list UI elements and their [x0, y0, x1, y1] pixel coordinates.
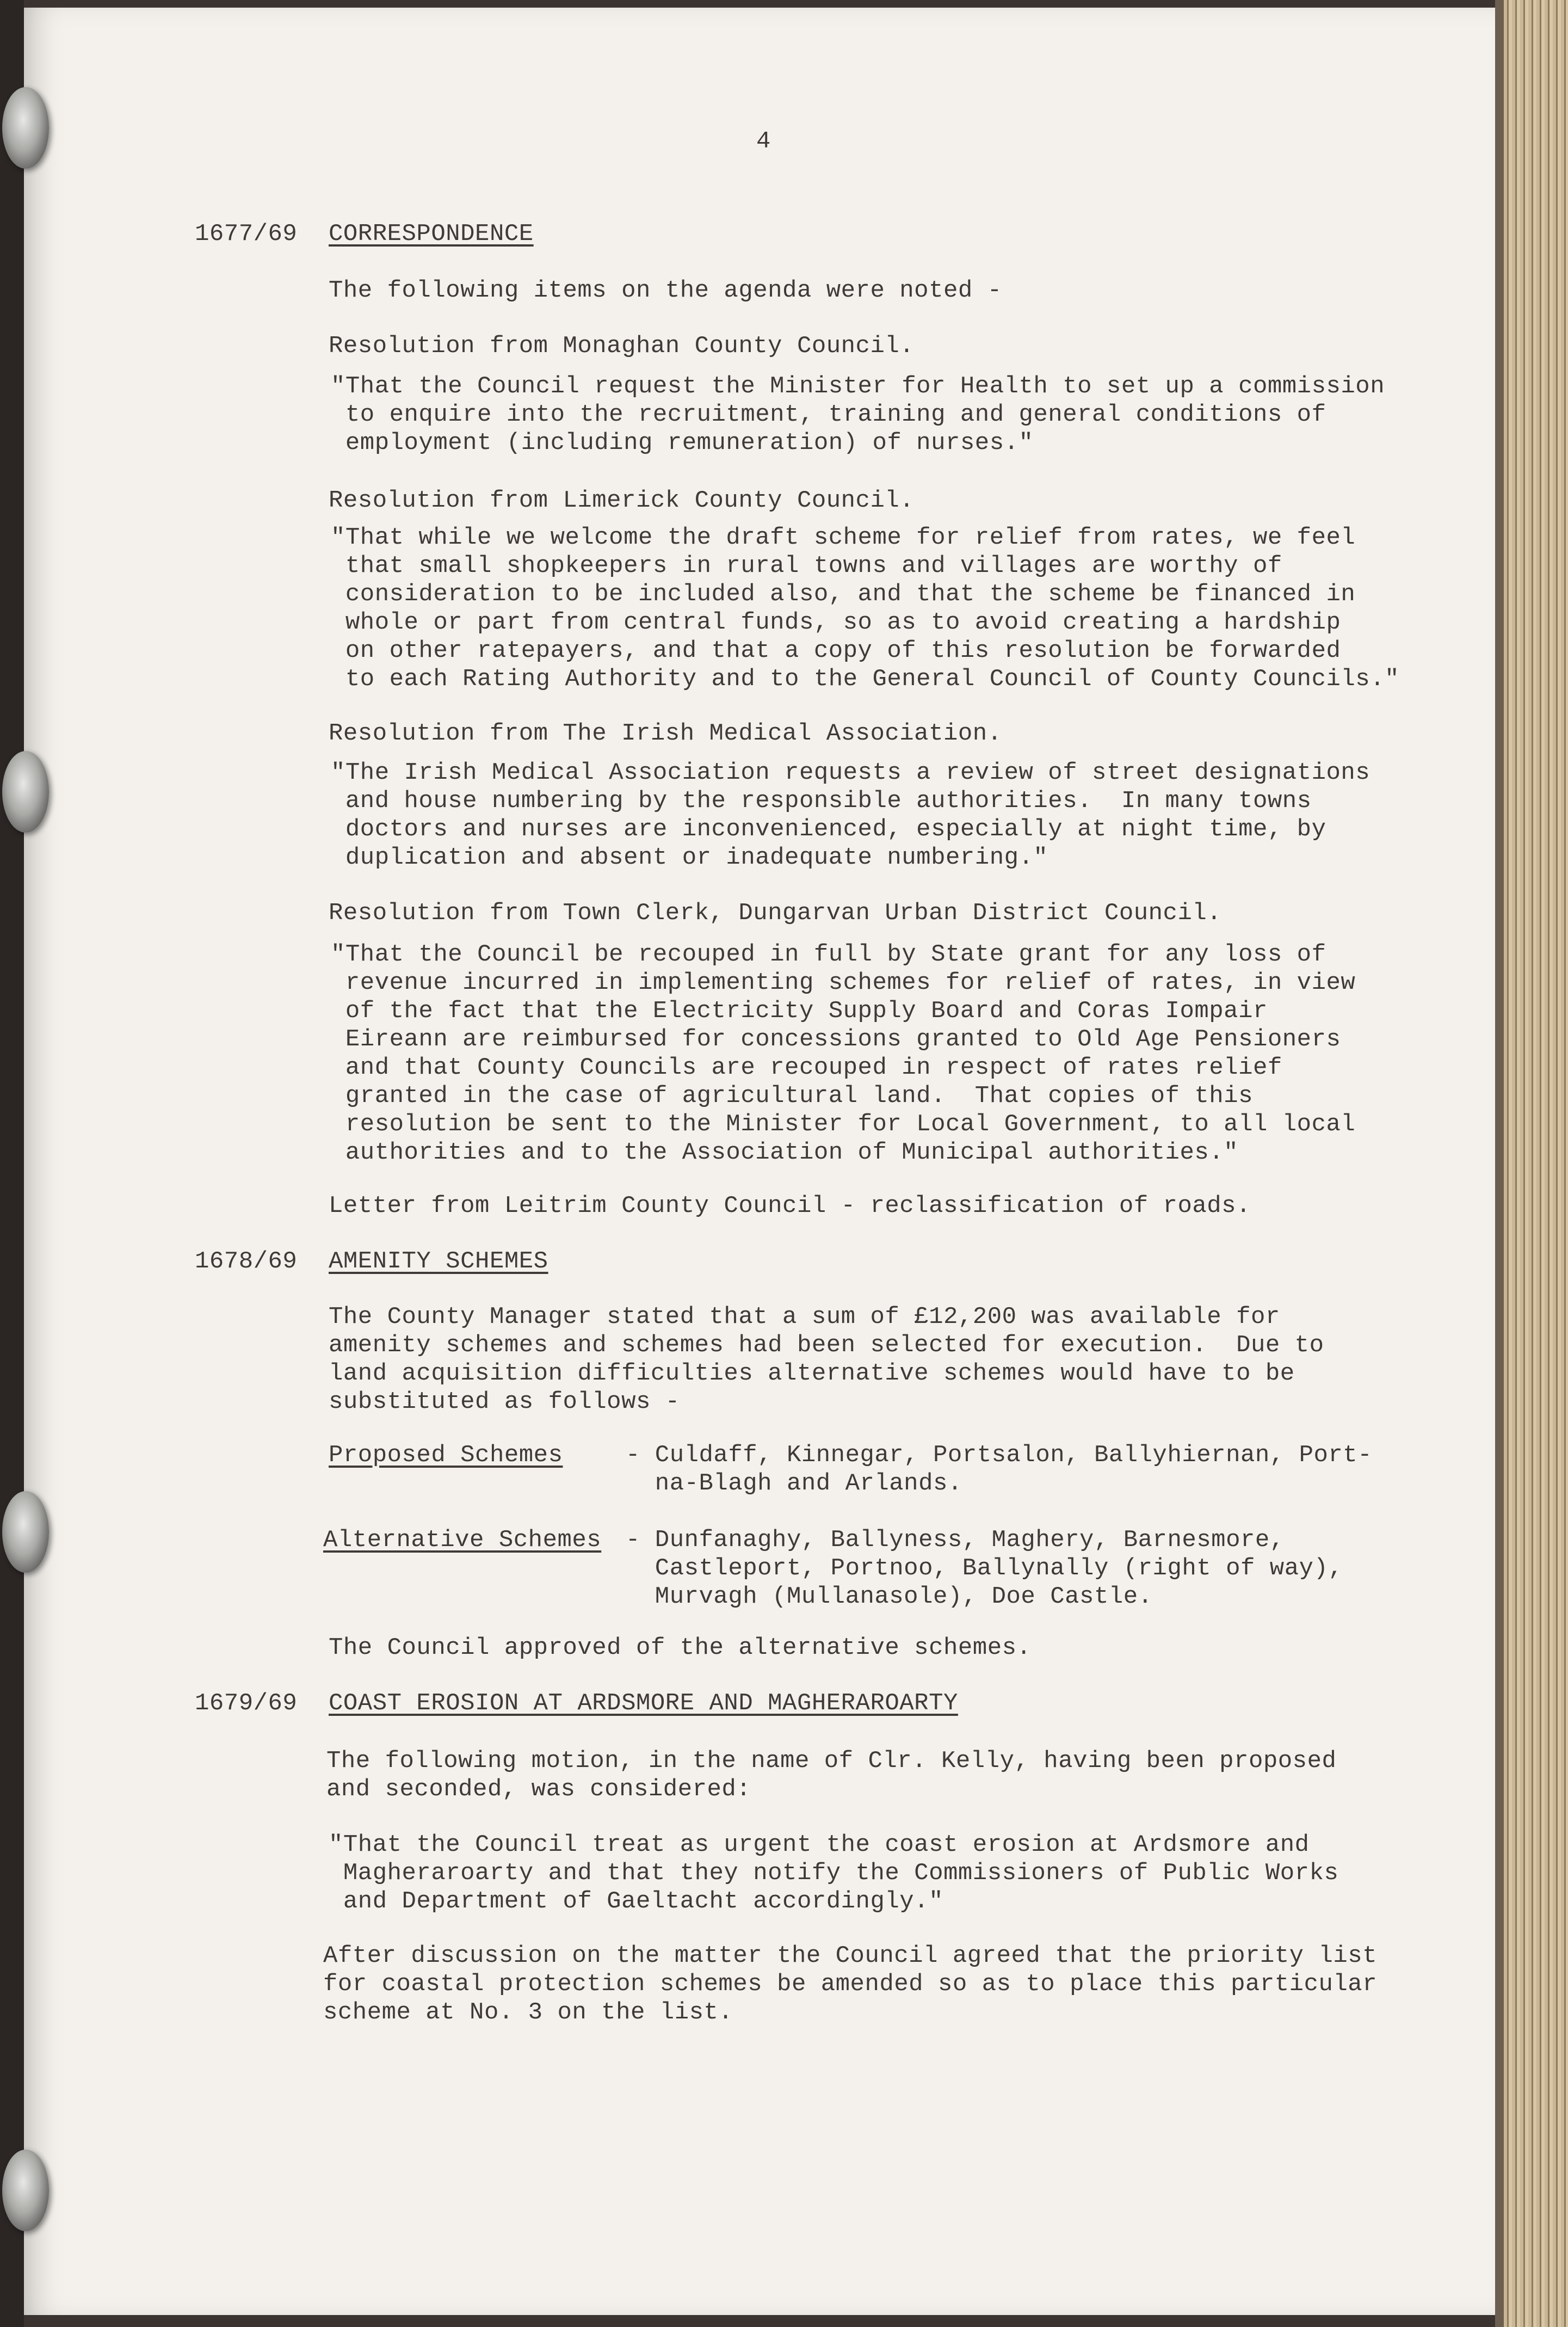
alternative-label: Alternative Schemes: [323, 1526, 602, 1554]
item-text: "That while we welcome the draft scheme for relief from rates, we feel that small shopkeepers in rural towns and villages are worthy of consideration to be included also, and that the scheme be financed in whole or part from central funds, so as to avoid creating a hardship on other ratepayers, and that a copy of this resolution be forwarded to each Rating Authority and to the General Council of County Councils.": [331, 524, 1400, 693]
section-intro: The following motion, in the name of Clr. Kelly, having been proposed and seconded, was considered:: [326, 1747, 1337, 1803]
proposed-label: Proposed Schemes: [329, 1442, 563, 1469]
section-heading: COAST EROSION AT ARDSMORE AND MAGHERAROARTY: [329, 1690, 958, 1717]
binder-ring-4: [2, 2150, 49, 2231]
item-text: "That the Council be recouped in full by State grant for any loss of revenue incurred in implementing schemes for relief of rates, in view of the fact that the Electricity Supply Board and Coras Iompair Eireann are reimbursed for concessions granted to Old Age Pensioners and that County Councils are recouped in respect of rates relief granted in the case of agricultural land. That copies of this resolution be sent to the Minister for Local Government, to all local authorities and to the Association of Municipal authorities.": [331, 941, 1356, 1166]
section-intro: The following items on the agenda were noted -: [329, 277, 1002, 304]
motion-text: "That the Council treat as urgent the coast erosion at Ardsmore and Magheraroarty and that they notify the Commissioners of Public Works and Department of Gaeltacht accordingly.": [329, 1831, 1339, 1915]
proposed-text: - Culdaff, Kinnegar, Portsalon, Ballyhiernan, Port- na-Blagh and Arlands.: [626, 1442, 1373, 1497]
alternative-text: - Dunfanaghy, Ballyness, Maghery, Barnesmore, Castleport, Portnoo, Ballynally (right of way), Murvagh (Mullanasole), Doe Castle.: [626, 1526, 1343, 1610]
section-ref: 1679/69: [195, 1690, 298, 1717]
item-title: Resolution from The Irish Medical Association.: [329, 720, 1002, 747]
item-title: Resolution from Limerick County Council.: [329, 487, 915, 514]
item-text: "That the Council request the Minister for Health to set up a commission to enquire into the recruitment, training and general conditions of employment (including remuneration) of nurses.": [331, 373, 1385, 457]
item-text: "The Irish Medical Association requests a review of street designations and house numbering by the responsible authorities. In many towns doctors and nurses are inconvenienced, especially at night time, by duplication and absent or inadequate numbering.": [331, 759, 1371, 871]
binder-ring-3: [2, 1491, 49, 1573]
item-title: Resolution from Monaghan County Council.: [329, 333, 915, 360]
section-ref: 1677/69: [195, 220, 298, 248]
section-ref: 1678/69: [195, 1248, 298, 1275]
page-stack-edge: [1504, 0, 1568, 2327]
section-intro: The County Manager stated that a sum of £12,200 was available for amenity schemes and schemes had been selected for execution. Due to land acquisition difficulties alternative schemes would have to be substituted as follows -: [329, 1303, 1324, 1415]
section-conclusion: The Council approved of the alternative schemes.: [329, 1634, 1032, 1661]
binder-spine: [0, 0, 24, 2327]
section-heading: AMENITY SCHEMES: [329, 1248, 548, 1275]
item-title: Resolution from Town Clerk, Dungarvan Urban District Council.: [329, 900, 1222, 927]
section-conclusion: After discussion on the matter the Council agreed that the priority list for coastal protection schemes be amended so as to place this particular scheme at No. 3 on the list.: [323, 1942, 1378, 2026]
binder-ring-1: [2, 87, 49, 169]
section-heading: CORRESPONDENCE: [329, 220, 534, 248]
page-stack-shadow: [1495, 0, 1504, 2327]
page-number: 4: [756, 128, 771, 155]
binder-ring-2: [2, 751, 49, 833]
item-title: Letter from Leitrim County Council - reclassification of roads.: [329, 1192, 1251, 1220]
